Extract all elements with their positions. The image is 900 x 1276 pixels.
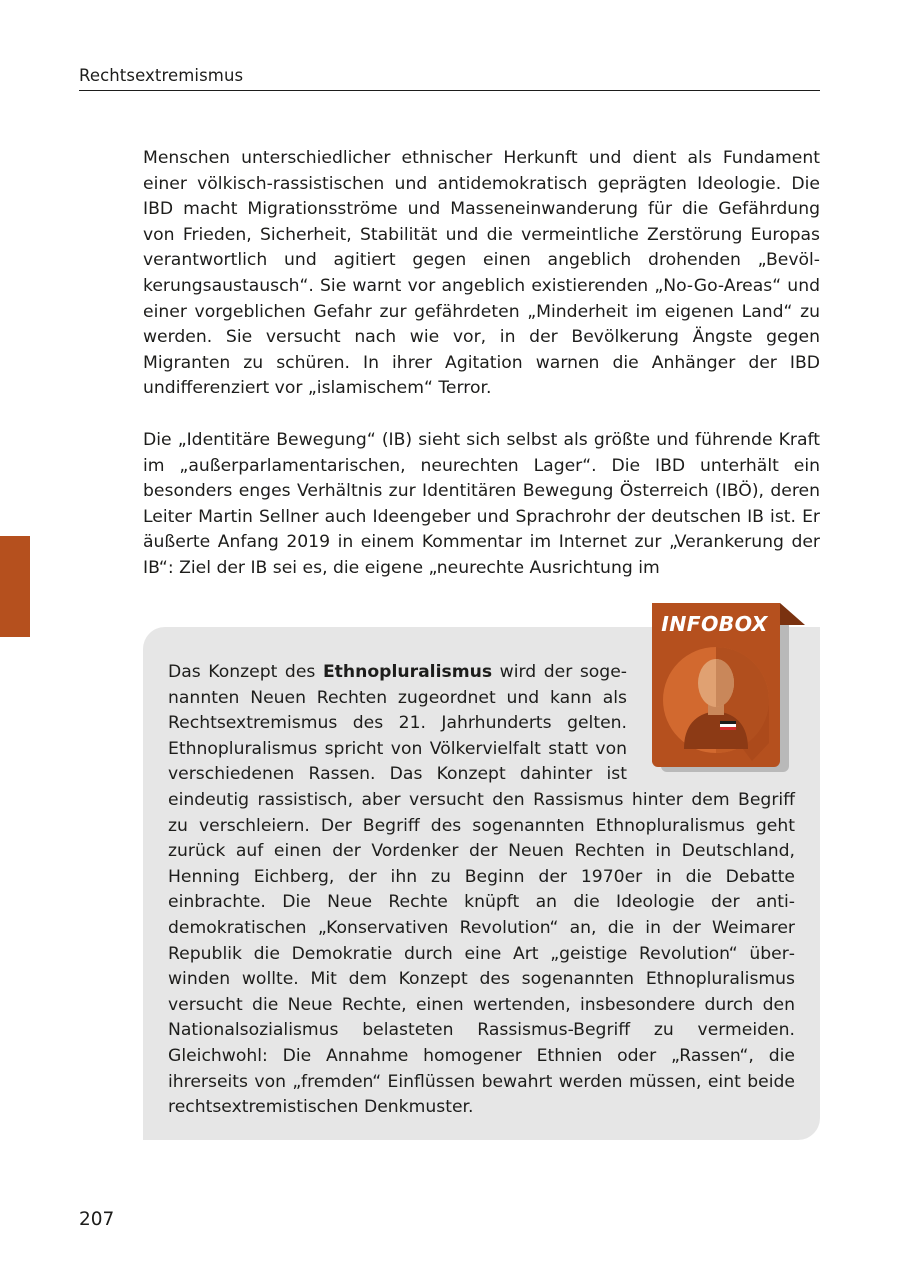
infobox-text-intro: Das Konzept des [168, 662, 323, 682]
chapter-tab-marker [0, 536, 30, 637]
running-header: Rechtsextremismus [79, 66, 820, 91]
infobox-badge-label: INFOBOX [661, 612, 768, 636]
infobox-text-body: wird der sogenannten Neuen Rechten zugeordnet und kann als Rechtsextremismus des 21. Jahrhunderts gelten. Ethnopluralismus spricht von Völkervielfalt statt von verschiedenen Rassen. Das Konzept dahinter ist eindeutig rassistisch, aber versucht den Rassismus hinter dem Begriff zu verschleiern. Der Begriff des sogenannten Ethnopluralismus geht zurück auf einen der Vordenker der Neuen Rechten in Deutschland, Henning Eichberg, der ihn zu Beginn der 1970er in die Debatte einbrachte. Die Neue Rechte knüpft an die Ideologie der antidemokratischen „Konservativen Revolution“ an, die in der Weimarer Republik die Demokratie durch eine Art „geistige Revolution“ überwinden wollte. Mit dem Konzept des sogenannten Ethnopluralismus versucht die Neue Rechte, einen wertenden, insbesondere durch den Nationalsozialismus belasteten Rassismus-Begriff zu vermeiden. Gleichwohl: Die Annahme homogener Ethnien oder „Rassen“, die ihrerseits von „fremden“ Einflüssen bewahrt werden müssen, eint beide rechtsextremistischen Denkmuster. [168, 662, 795, 1118]
infobox-term: Ethnopluralismus [322, 662, 493, 682]
body-paragraph-1: Menschen unterschiedlicher ethnischer Herkunft und dient als Fundament einer völkisch-rassistischen und antidemokratisch geprägten Ideologie. Die IBD macht Migrationsströme und Masseneinwanderung für die Gefährdung von Frieden, Sicherheit, Stabilität und die vermeintliche Zerstörung Europas verantwortlich und agitiert gegen einen angeblich drohenden „Bevölkerungsaustausch“. Sie warnt vor angeblich existierenden „No-Go-Areas“ und einer vorgeblichen Gefahr zur gefährdeten „Minderheit im eigenen Land“ zu werden. Sie versucht nach wie vor, in der Bevölkerung Ängste gegen Migranten zu schüren. In ihrer Agitation warnen die Anhänger der IBD undifferenziert vor „islamischem“ Terror. [143, 148, 820, 399]
page-number: 207 [79, 1209, 115, 1230]
body-paragraph-2: Die „Identitäre Bewegung“ (IB) sieht sich selbst als größte und führende Kraft im „außerparlamentarischen, neurechten Lager“. Die IBD unterhält ein besonders enges Verhältnis zur Identitären Bewegung Österreich (IBÖ), deren Leiter Martin Sellner auch Ideengeber und Sprachrohr der deutschen IB ist. Er äußerte Anfang 2019 in einem Kommentar im Internet zur „Verankerung der IB“: Ziel der IB sei es, die eigene „neurechte Ausrichtung im [143, 430, 820, 578]
